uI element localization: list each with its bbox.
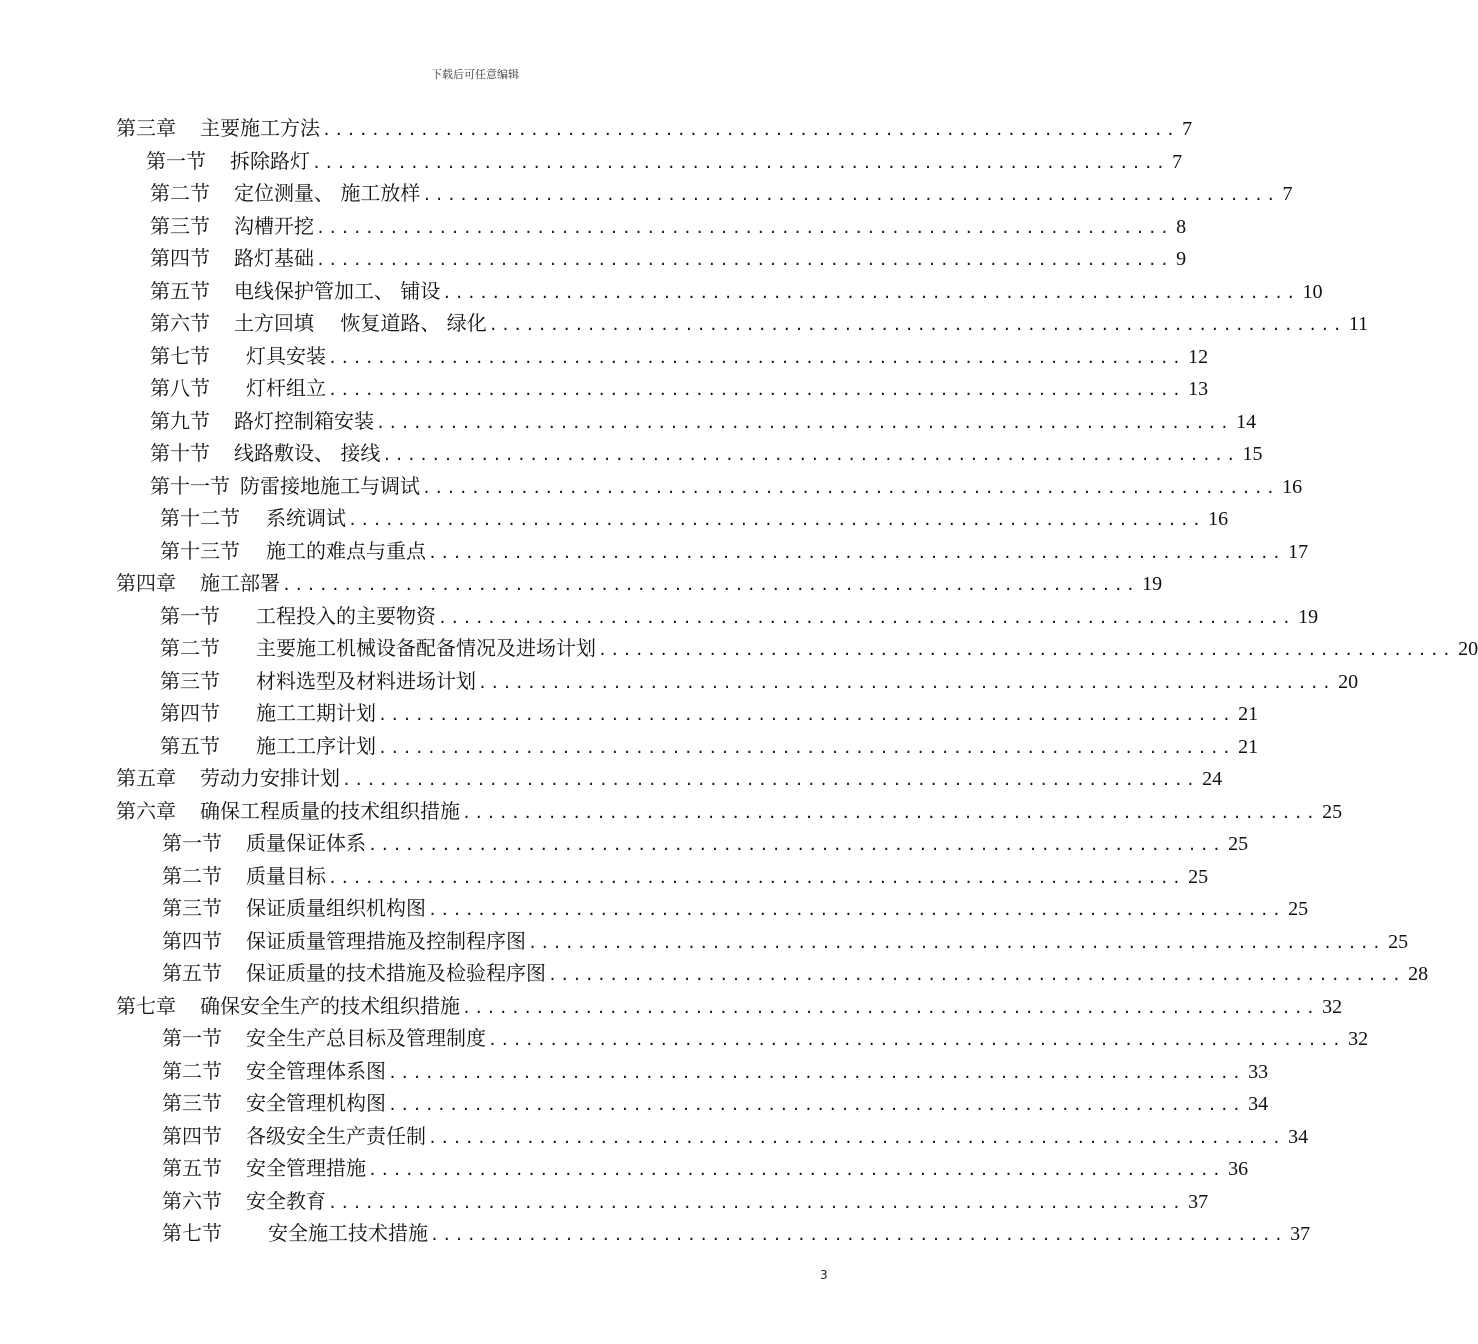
toc-entry[interactable] [162, 861, 1209, 891]
toc-entry-page: 37 [1290, 1223, 1311, 1245]
toc-entry-number: 第一节 [162, 831, 222, 855]
toc-entry-title: 保证质量组织机构图 [246, 896, 426, 920]
toc-entry-number: 第五节 [162, 961, 222, 985]
toc-leader-dots: ...................................................................... [438, 608, 1295, 627]
toc-leader-dots: ...................................................................... [462, 998, 1319, 1017]
toc-entry-page: 19 [1298, 605, 1319, 628]
toc-leader-dots: ...................................................................... [478, 673, 1335, 692]
toc-leader-dots: ...................................................................... [422, 478, 1279, 497]
toc-entry-title: 工程投入的主要物资 [256, 603, 436, 628]
toc-entry[interactable] [116, 568, 1163, 598]
toc-leader-dots: ...................................................................... [376, 413, 1233, 432]
toc-entry[interactable] [150, 406, 1257, 436]
toc-leader-dots: ...................................................................... [488, 1031, 1345, 1049]
toc-leader-dots: ...................................................................... [282, 576, 1139, 594]
toc-entry-number: 第四节 [162, 1123, 222, 1148]
toc-entry-page: 15 [1242, 443, 1263, 465]
toc-entry-title: 确保安全生产的技术组织措施 [200, 993, 460, 1018]
toc-entry-page: 8 [1176, 215, 1187, 238]
toc-entry-title: 劳动力安排计划 [200, 766, 340, 790]
toc-entry-number: 第六章 [116, 798, 176, 823]
toc-leader-dots: ...................................................................... [548, 966, 1405, 984]
toc-entry-number: 第七章 [116, 993, 176, 1018]
toc-entry-page: 21 [1238, 703, 1259, 725]
toc-entry-title: 安全教育 [246, 1188, 326, 1213]
toc-entry[interactable] [150, 211, 1187, 241]
toc-leader-dots: ...................................................................... [328, 1193, 1185, 1212]
toc-entry-number: 第十三节 [160, 538, 240, 563]
toc-entry-title: 系统调试 [266, 506, 346, 530]
toc-entry[interactable] [162, 1023, 1369, 1053]
toc-leader-dots: ...................................................................... [428, 543, 1285, 562]
toc-entry-number: 第三节 [162, 1091, 222, 1115]
toc-entry-title: 安全施工技术措施 [268, 1221, 428, 1245]
toc-entry-page: 36 [1228, 1158, 1249, 1180]
toc-entry-title: 保证质量的技术措施及检验程序图 [246, 961, 546, 985]
toc-leader-dots: ...................................................................... [328, 348, 1185, 367]
toc-entry-title: 主要施工方法 [200, 116, 320, 140]
toc-entry[interactable] [160, 666, 1359, 696]
toc-entry[interactable] [150, 178, 1293, 208]
toc-entry[interactable] [160, 731, 1259, 761]
toc-entry-number: 第四节 [162, 928, 222, 953]
toc-entry-number: 第一节 [146, 148, 206, 173]
toc-entry[interactable] [162, 958, 1429, 988]
toc-leader-dots: ...................................................................... [422, 186, 1279, 204]
toc-entry-page: 14 [1236, 410, 1257, 433]
toc-entry-number: 第五节 [150, 278, 210, 303]
toc-entry-title: 施工部署 [200, 571, 280, 595]
toc-entry-title: 施工工期计划 [256, 701, 376, 725]
toc-entry[interactable] [150, 243, 1187, 273]
toc-entry[interactable] [116, 113, 1193, 143]
toc-entry-number: 第十节 [150, 441, 210, 465]
toc-entry-page: 20 [1458, 638, 1478, 660]
toc-entry-number: 第四节 [150, 246, 210, 270]
toc-entry[interactable] [160, 601, 1319, 631]
toc-entry[interactable] [146, 146, 1183, 176]
toc-entry-title: 各级安全生产责任制 [246, 1123, 426, 1148]
toc-entry-number: 第二节 [162, 863, 222, 888]
toc-entry-title: 保证质量管理措施及控制程序图 [246, 928, 526, 953]
toc-entry-page: 33 [1248, 1060, 1269, 1083]
toc-entry-page: 7 [1182, 118, 1193, 140]
toc-entry-page: 32 [1348, 1028, 1369, 1050]
toc-entry-page: 12 [1188, 345, 1209, 368]
toc-entry-title: 安全管理体系图 [246, 1058, 386, 1083]
toc-entry[interactable] [162, 1153, 1249, 1183]
toc-leader-dots: ...................................................................... [488, 316, 1345, 334]
toc-entry-number: 第五节 [160, 733, 220, 758]
toc-entry-title: 电线保护管加工、 铺设 [234, 278, 441, 303]
toc-entry-title: 拆除路灯 [230, 148, 310, 173]
toc-leader-dots: ...................................................................... [378, 738, 1235, 757]
toc-entry[interactable] [116, 763, 1223, 793]
toc-entry[interactable] [160, 633, 1478, 663]
toc-entry-page: 37 [1188, 1190, 1209, 1213]
toc-entry-page: 25 [1228, 833, 1249, 855]
toc-entry-page: 21 [1238, 735, 1259, 758]
toc-leader-dots: ...................................................................... [462, 803, 1319, 822]
toc-entry-number: 第七节 [150, 343, 210, 368]
toc-entry-number: 第八节 [150, 376, 210, 400]
toc-entry-page: 7 [1172, 150, 1183, 173]
toc-entry-number: 第一节 [162, 1026, 222, 1050]
toc-entry-page: 10 [1302, 280, 1323, 303]
toc-entry-title: 沟槽开挖 [234, 213, 314, 238]
toc-entry-number: 第十二节 [160, 506, 240, 530]
toc-entry-number: 第二节 [150, 181, 210, 205]
toc-leader-dots: ...................................................................... [528, 933, 1385, 952]
toc-entry-page: 32 [1322, 995, 1343, 1018]
toc-entry-page: 25 [1388, 930, 1409, 953]
toc-leader-dots: ...................................................................... [348, 511, 1205, 529]
toc-entry[interactable] [162, 1186, 1209, 1216]
toc-leader-dots: ...................................................................... [388, 1096, 1245, 1114]
toc-entry-page: 17 [1288, 540, 1309, 563]
toc-entry[interactable] [162, 893, 1309, 923]
toc-entry[interactable] [160, 536, 1309, 566]
toc-leader-dots: ...................................................................... [598, 641, 1455, 659]
toc-leader-dots: ...................................................................... [430, 1226, 1287, 1244]
toc-leader-dots: ...................................................................... [388, 1063, 1245, 1082]
toc-entry-number: 第三节 [162, 896, 222, 920]
toc-entry-number: 第五节 [162, 1156, 222, 1180]
toc-entry-title: 定位测量、 施工放样 [234, 181, 421, 205]
toc-entry-page: 16 [1208, 508, 1229, 530]
toc-entry-page: 34 [1248, 1093, 1269, 1115]
toc-entry[interactable] [150, 308, 1369, 338]
toc-entry-number: 第三节 [150, 213, 210, 238]
toc-entry-page: 25 [1288, 898, 1309, 920]
toc-entry-title: 路灯控制箱安装 [234, 408, 374, 433]
toc-leader-dots: ...................................................................... [342, 771, 1199, 789]
toc-entry-number: 第四章 [116, 571, 176, 595]
toc-entry-title: 灯杆组立 [246, 376, 326, 400]
toc-entry-page: 28 [1408, 963, 1429, 985]
toc-entry-number: 第二节 [160, 636, 220, 660]
toc-entry-number: 第三章 [116, 116, 176, 140]
toc-entry-title: 主要施工机械设备配备情况及进场计划 [256, 636, 596, 660]
toc-entry-number: 第一节 [160, 603, 220, 628]
toc-entry[interactable] [150, 373, 1209, 403]
toc-entry-page: 7 [1282, 183, 1293, 205]
toc-entry-page: 13 [1188, 378, 1209, 400]
toc-leader-dots: ...................................................................... [368, 836, 1225, 854]
toc-entry[interactable] [160, 698, 1259, 728]
toc-entry-page: 20 [1338, 670, 1359, 693]
toc-entry[interactable] [162, 1121, 1309, 1151]
toc-entry[interactable] [150, 438, 1263, 468]
toc-entry-number: 第六节 [162, 1188, 222, 1213]
toc-leader-dots: ...................................................................... [316, 218, 1173, 237]
toc-entry-number: 第九节 [150, 408, 210, 433]
toc-entry-number: 第四节 [160, 701, 220, 725]
toc-leader-dots: ...................................................................... [428, 901, 1285, 919]
toc-entry-title: 施工工序计划 [256, 733, 376, 758]
toc-entry-title: 安全管理措施 [246, 1156, 366, 1180]
toc-entry-number: 第十一节 [150, 473, 230, 498]
toc-leader-dots: ...................................................................... [312, 153, 1169, 172]
toc-leader-dots: ...................................................................... [368, 1161, 1225, 1179]
toc-entry-page: 9 [1176, 248, 1187, 270]
toc-entry-title: 线路敷设、 接线 [234, 441, 381, 465]
toc-entry[interactable] [162, 1088, 1269, 1118]
toc-entry[interactable] [116, 796, 1343, 826]
toc-entry-title: 质量目标 [246, 863, 326, 888]
toc-leader-dots: ...................................................................... [316, 251, 1173, 269]
toc-entry-title: 确保工程质量的技术组织措施 [200, 798, 460, 823]
toc-entry-page: 24 [1202, 768, 1223, 790]
toc-entry-title: 质量保证体系 [246, 831, 366, 855]
toc-leader-dots: ...................................................................... [328, 868, 1185, 887]
toc-entry-page: 34 [1288, 1125, 1309, 1148]
toc-entry[interactable] [160, 503, 1229, 533]
toc-entry-title: 灯具安装 [246, 343, 326, 368]
toc-entry-title: 土方回填 恢复道路、 绿化 [234, 311, 487, 335]
toc-entry-page: 25 [1322, 800, 1343, 823]
page-number: 3 [820, 1268, 828, 1282]
toc-entry[interactable] [150, 276, 1323, 306]
toc-entry-title: 材料选型及材料进场计划 [256, 668, 476, 693]
toc-leader-dots: ...................................................................... [428, 1128, 1285, 1147]
toc-entry[interactable] [162, 828, 1249, 858]
toc-leader-dots: ...................................................................... [378, 706, 1235, 724]
toc-entry-title: 路灯基础 [234, 246, 314, 270]
toc-entry[interactable] [116, 991, 1343, 1021]
toc-entry-number: 第七节 [162, 1221, 222, 1245]
toc-entry-title: 安全管理机构图 [246, 1091, 386, 1115]
toc-entry-title: 安全生产总目标及管理制度 [246, 1026, 486, 1050]
toc-leader-dots: ...................................................................... [382, 446, 1239, 464]
toc-leader-dots: ...................................................................... [328, 381, 1185, 399]
toc-entry-page: 16 [1282, 475, 1303, 498]
toc-leader-dots: ...................................................................... [322, 121, 1179, 139]
toc-leader-dots: ...................................................................... [442, 283, 1299, 302]
toc-entry[interactable] [162, 1218, 1311, 1248]
toc-entry-page: 19 [1142, 573, 1163, 595]
toc-entry[interactable] [162, 926, 1409, 956]
toc-entry-title: 施工的难点与重点 [266, 538, 426, 563]
toc-entry-title: 防雷接地施工与调试 [240, 473, 420, 498]
toc-entry-page: 25 [1188, 865, 1209, 888]
toc-entry[interactable] [162, 1056, 1269, 1086]
page-header: 下载后可任意编辑 [431, 68, 519, 81]
toc-entry-number: 第五章 [116, 766, 176, 790]
toc-entry-number: 第六节 [150, 311, 210, 335]
toc-entry-number: 第二节 [162, 1058, 222, 1083]
toc-entry[interactable] [150, 341, 1209, 371]
toc-entry-number: 第三节 [160, 668, 220, 693]
toc-entry[interactable] [150, 471, 1303, 501]
toc-entry-page: 11 [1348, 313, 1369, 335]
